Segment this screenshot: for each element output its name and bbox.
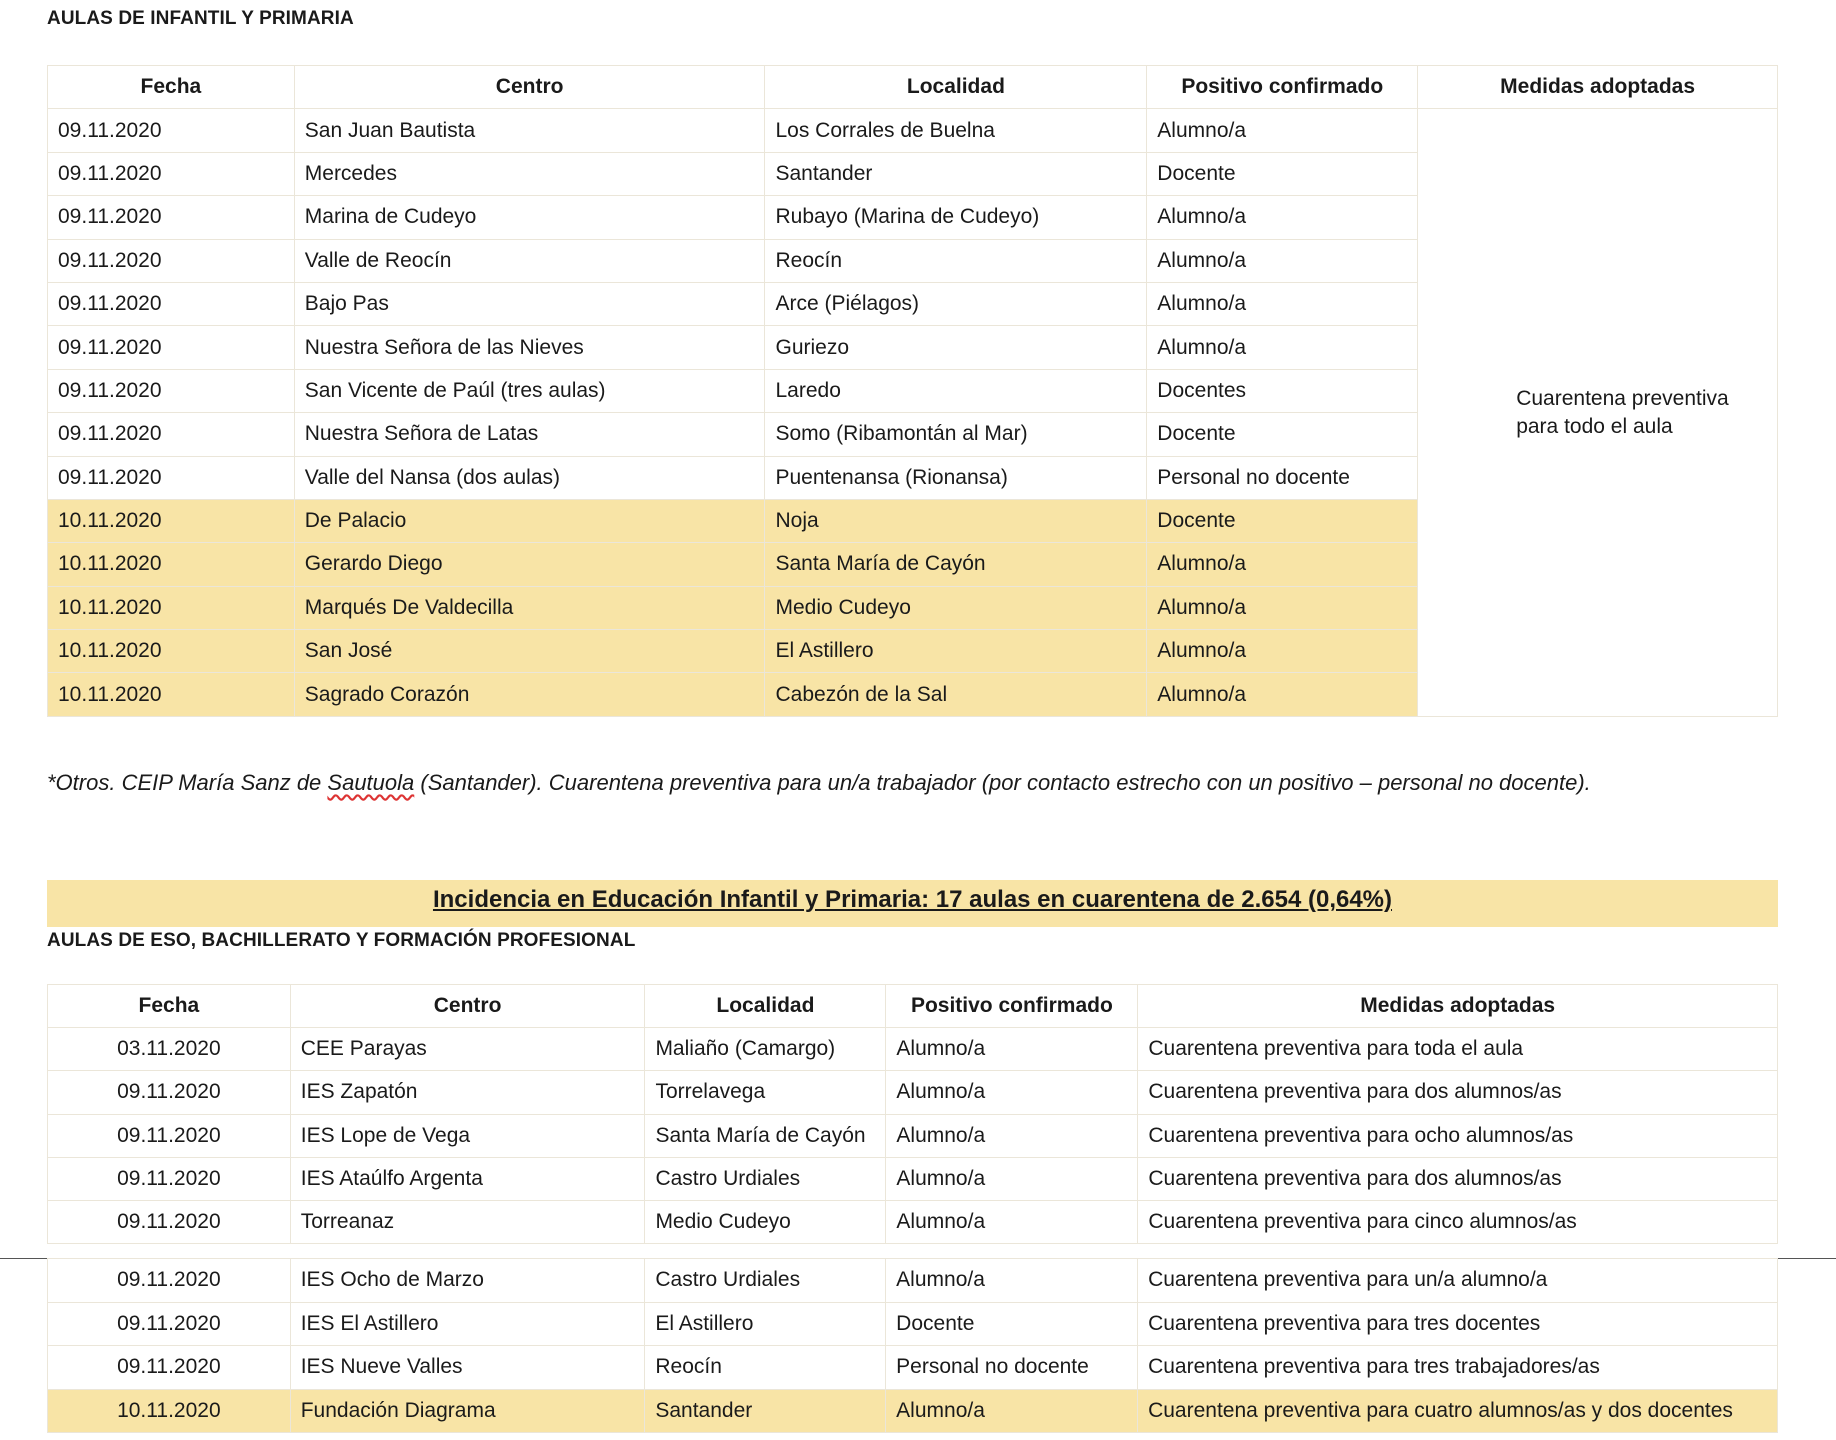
cell-localidad: Somo (Ribamontán al Mar) [765,413,1147,456]
cell-fecha: 09.11.2020 [48,369,295,412]
cell-fecha: 09.11.2020 [48,1302,291,1346]
table-infantil-primaria [47,65,1778,717]
incidence-banner-text: Incidencia en Educación Infantil y Primaria: 17 aulas en cuarentena de 2.654 (0,64%) [432,886,1393,913]
cell-centro: Bajo Pas [294,282,765,325]
cell-fecha: 10.11.2020 [48,586,295,629]
header-centro: Centro [290,985,645,1028]
cell-localidad: Santa María de Cayón [765,543,1147,586]
cell-fecha: 09.11.2020 [48,1157,291,1200]
cell-centro: IES Lope de Vega [290,1114,645,1157]
cell-positivo: Alumno/a [1147,239,1418,282]
cell-positivo: Alumno/a [1147,109,1418,152]
cell-centro: De Palacio [294,499,765,542]
cell-centro: IES El Astillero [290,1302,645,1346]
cell-medidas: Cuarentena preventiva para ocho alumnos/as [1138,1114,1778,1157]
cell-medidas: Cuarentena preventiva para toda el aula [1138,1028,1778,1071]
cell-fecha: 09.11.2020 [48,282,295,325]
cell-localidad: Maliaño (Camargo) [645,1028,886,1071]
cell-centro: Nuestra Señora de Latas [294,413,765,456]
cell-localidad: Santander [645,1389,886,1433]
header-medidas: Medidas adoptadas [1138,985,1778,1028]
cell-localidad: Noja [765,499,1147,542]
cell-positivo: Alumno/a [886,1028,1138,1071]
table-eso-bach-fp [47,984,1778,1244]
cell-localidad: Castro Urdiales [645,1259,886,1303]
cell-localidad: Puentenansa (Rionansa) [765,456,1147,499]
cell-medidas: Cuarentena preventiva para cuatro alumnos/as y dos docentes [1138,1389,1778,1433]
table-row [48,1200,1778,1243]
cell-positivo: Alumno/a [886,1200,1138,1243]
cell-localidad: Laredo [765,369,1147,412]
table-row [48,1028,1778,1071]
cell-centro: Mercedes [294,152,765,195]
cell-medidas: Cuarentena preventiva para tres trabajadores/as [1138,1346,1778,1390]
cell-localidad: Santander [765,152,1147,195]
cell-positivo: Personal no docente [1147,456,1418,499]
cell-medidas-shared: Cuarentena preventiva para todo el aula [1418,109,1778,716]
table-row [48,1114,1778,1157]
cell-fecha: 09.11.2020 [48,1200,291,1243]
cell-centro: IES Zapatón [290,1071,645,1114]
header-fecha: Fecha [48,66,295,109]
cell-positivo: Alumno/a [886,1389,1138,1433]
cell-medidas: Cuarentena preventiva para un/a alumno/a [1138,1259,1778,1303]
section-title-infantil: AULAS DE INFANTIL Y PRIMARIA [47,8,354,29]
cell-positivo: Alumno/a [1147,326,1418,369]
cell-centro: CEE Parayas [290,1028,645,1071]
cell-centro: IES Ataúlfo Argenta [290,1157,645,1200]
cell-fecha: 10.11.2020 [48,499,295,542]
cell-fecha: 09.11.2020 [48,456,295,499]
cell-fecha: 09.11.2020 [48,413,295,456]
header-medidas: Medidas adoptadas [1418,66,1778,109]
cell-positivo: Alumno/a [886,1259,1138,1303]
cell-fecha: 09.11.2020 [48,1346,291,1390]
cell-medidas: Cuarentena preventiva para tres docentes [1138,1302,1778,1346]
cell-localidad: Rubayo (Marina de Cudeyo) [765,196,1147,239]
cell-medidas: Cuarentena preventiva para dos alumnos/as [1138,1071,1778,1114]
cell-fecha: 10.11.2020 [48,543,295,586]
cell-positivo: Docente [1147,499,1418,542]
cell-localidad: Reocín [765,239,1147,282]
cell-centro: Marina de Cudeyo [294,196,765,239]
cell-localidad: Arce (Piélagos) [765,282,1147,325]
cell-fecha: 09.11.2020 [48,152,295,195]
cell-positivo: Docentes [1147,369,1418,412]
cell-localidad: El Astillero [645,1302,886,1346]
cell-localidad: Guriezo [765,326,1147,369]
cell-centro: San Vicente de Paúl (tres aulas) [294,369,765,412]
cell-localidad: Santa María de Cayón [645,1114,886,1157]
cell-positivo: Docente [886,1302,1138,1346]
table-row [48,1346,1778,1390]
section-title-eso: AULAS DE ESO, BACHILLERATO Y FORMACIÓN PROFESIONAL [47,930,636,951]
cell-positivo: Docente [1147,152,1418,195]
cell-positivo: Alumno/a [1147,282,1418,325]
header-fecha: Fecha [48,985,291,1028]
cell-positivo: Alumno/a [886,1114,1138,1157]
header-localidad: Localidad [645,985,886,1028]
cell-fecha: 10.11.2020 [48,1389,291,1433]
cell-fecha: 09.11.2020 [48,1259,291,1303]
cell-localidad: El Astillero [765,630,1147,673]
cell-centro: Torreanaz [290,1200,645,1243]
table-row [48,1259,1778,1303]
cell-fecha: 10.11.2020 [48,630,295,673]
header-localidad: Localidad [765,66,1147,109]
footnote-spellcheck-word: Sautuola [327,770,415,795]
cell-centro: San Juan Bautista [294,109,765,152]
cell-fecha: 09.11.2020 [48,1114,291,1157]
table-row [48,109,1778,152]
cell-fecha: 09.11.2020 [48,326,295,369]
header-centro: Centro [294,66,765,109]
footnote-text-after: (Santander). Cuarentena preventiva para un/a trabajador (por contacto estrecho con un positivo – personal no docente). [414,770,1591,795]
cell-centro: Nuestra Señora de las Nieves [294,326,765,369]
cell-medidas: Cuarentena preventiva para dos alumnos/as [1138,1157,1778,1200]
cell-centro: Marqués De Valdecilla [294,586,765,629]
header-positivo: Positivo confirmado [886,985,1138,1028]
table-row-highlighted [48,1389,1778,1433]
cell-localidad: Torrelavega [645,1071,886,1114]
cell-positivo: Alumno/a [1147,586,1418,629]
footnote-text-before: *Otros. CEIP María Sanz de [47,770,328,795]
cell-centro: Sagrado Corazón [294,673,765,716]
header-positivo: Positivo confirmado [1147,66,1418,109]
cell-medidas: Cuarentena preventiva para cinco alumnos/as [1138,1200,1778,1243]
cell-fecha: 09.11.2020 [48,1071,291,1114]
cell-centro: IES Ocho de Marzo [290,1259,645,1303]
cell-centro: Fundación Diagrama [290,1389,645,1433]
cell-fecha: 03.11.2020 [48,1028,291,1071]
cell-localidad: Los Corrales de Buelna [765,109,1147,152]
cell-fecha: 09.11.2020 [48,196,295,239]
table-row [48,1071,1778,1114]
table-row [48,1157,1778,1200]
footnote-otros [47,770,1591,796]
cell-localidad: Cabezón de la Sal [765,673,1147,716]
cell-fecha: 09.11.2020 [48,109,295,152]
cell-positivo: Alumno/a [1147,543,1418,586]
cell-localidad: Medio Cudeyo [765,586,1147,629]
cell-centro: Gerardo Diego [294,543,765,586]
cell-centro: Valle de Reocín [294,239,765,282]
cell-localidad: Reocín [645,1346,886,1390]
cell-centro: Valle del Nansa (dos aulas) [294,456,765,499]
cell-positivo: Alumno/a [1147,673,1418,716]
cell-positivo: Alumno/a [1147,196,1418,239]
cell-positivo: Personal no docente [886,1346,1138,1390]
cell-fecha: 10.11.2020 [48,673,295,716]
cell-positivo: Alumno/a [1147,630,1418,673]
cell-localidad: Medio Cudeyo [645,1200,886,1243]
cell-centro: San José [294,630,765,673]
cell-positivo: Alumno/a [886,1157,1138,1200]
cell-localidad: Castro Urdiales [645,1157,886,1200]
cell-centro: IES Nueve Valles [290,1346,645,1390]
cell-fecha: 09.11.2020 [48,239,295,282]
table-eso-bach-fp-continued [47,1258,1778,1433]
cell-positivo: Docente [1147,413,1418,456]
table-row [48,1302,1778,1346]
incidence-banner [47,880,1778,927]
cell-positivo: Alumno/a [886,1071,1138,1114]
